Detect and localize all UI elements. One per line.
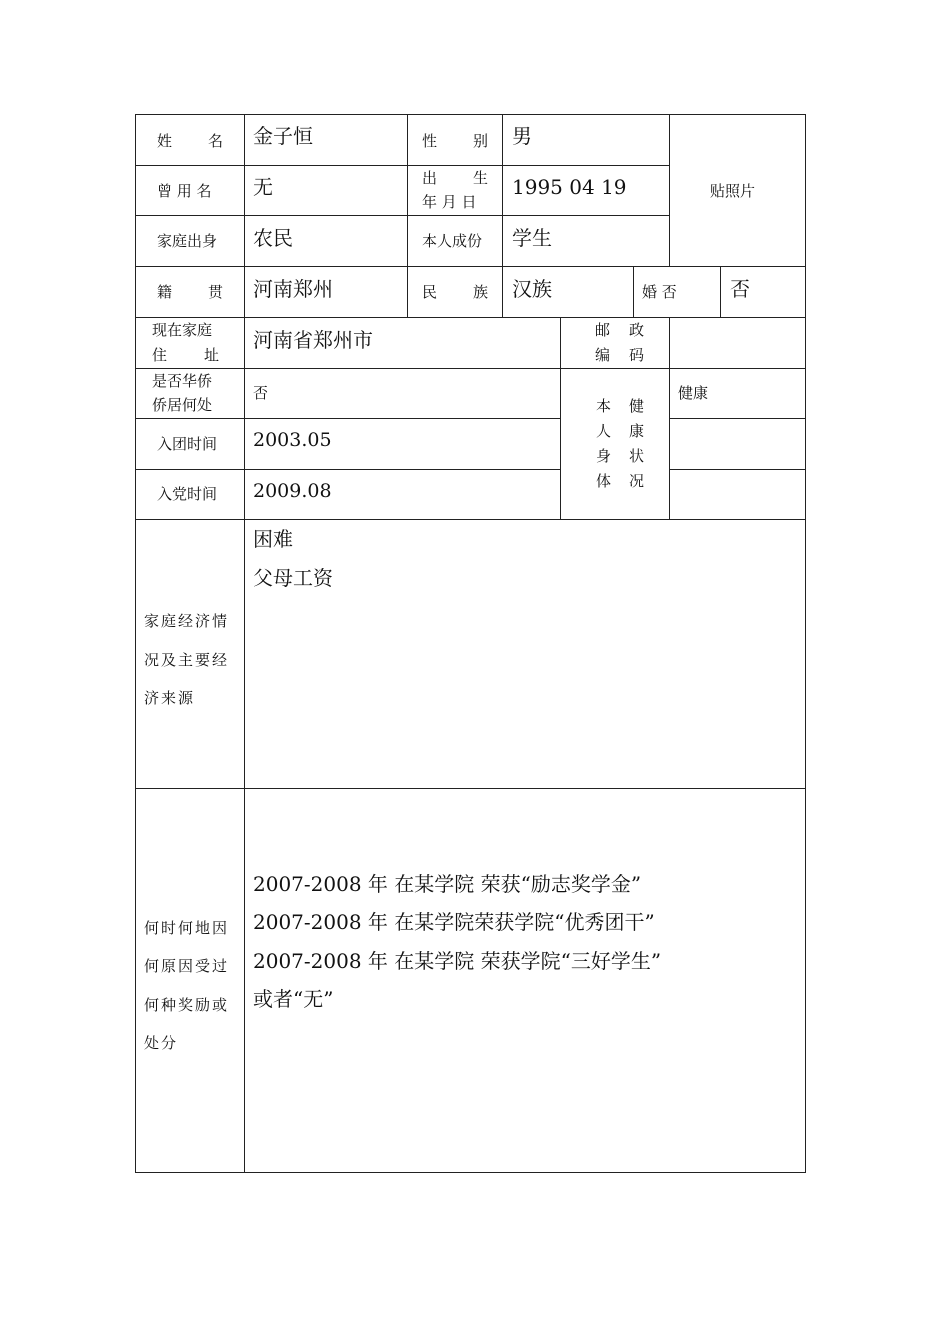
rewards-label-4: 处分 xyxy=(144,1034,179,1052)
col-line-2 xyxy=(407,114,408,318)
family-origin-value: 农民 xyxy=(253,226,293,250)
status-value: 学生 xyxy=(512,226,552,250)
row-line-8 xyxy=(135,519,806,520)
rewards-value-4: 或者“无” xyxy=(253,987,334,1011)
economy-value-1: 困难 xyxy=(253,527,293,551)
former-name-value: 无 xyxy=(253,175,273,199)
health-label-4: 康 xyxy=(629,422,645,440)
col-line-mid-right xyxy=(669,317,670,520)
gender-label-1: 性 xyxy=(422,132,438,150)
address-value: 河南省郑州市 xyxy=(253,328,373,352)
economy-value-2: 父母工资 xyxy=(253,566,333,590)
health-label-6: 状 xyxy=(629,447,645,465)
economy-label-1: 家庭经济情 xyxy=(144,612,230,630)
col-line-married-left xyxy=(633,266,634,318)
health-label-5: 身 xyxy=(596,447,612,465)
row-line-3 xyxy=(135,266,806,267)
address-label-2: 住 xyxy=(152,346,168,364)
border-bottom xyxy=(135,1172,806,1173)
border-right xyxy=(805,114,806,1173)
health-value: 健康 xyxy=(678,384,709,402)
league-date-label: 入团时间 xyxy=(157,435,218,453)
rewards-value-3: 2007-2008 年 在某学院 荣获学院“三好学生” xyxy=(253,949,662,973)
border-left xyxy=(135,114,136,1173)
name-value: 金子恒 xyxy=(253,124,313,148)
overseas-label-2: 侨居何处 xyxy=(152,396,213,414)
row-line-7a xyxy=(135,469,560,470)
col-line-3 xyxy=(502,114,503,318)
native-place-value: 河南郑州 xyxy=(253,277,333,301)
economy-label-3: 济来源 xyxy=(144,689,196,707)
rewards-value-1: 2007-2008 年 在某学院 荣获“励志奖学金” xyxy=(253,872,642,896)
col-line-photo xyxy=(669,114,670,267)
married-value: 否 xyxy=(730,277,750,301)
postal-label-4: 码 xyxy=(629,346,645,364)
rewards-label-3: 何种奖励或 xyxy=(144,996,230,1014)
birth-label-2: 生 xyxy=(473,169,489,187)
health-label-8: 况 xyxy=(629,472,645,490)
row-line-5 xyxy=(135,368,806,369)
health-label-3: 人 xyxy=(596,422,612,440)
birth-label-1: 出 xyxy=(422,169,438,187)
economy-label-2: 况及主要经 xyxy=(144,651,230,669)
health-label-2: 健 xyxy=(629,397,645,415)
row-line-4 xyxy=(135,317,806,318)
overseas-label-1: 是否华侨 xyxy=(152,372,213,390)
rewards-label-2: 何原因受过 xyxy=(144,957,230,975)
health-label-1: 本 xyxy=(596,397,612,415)
party-date-label: 入党时间 xyxy=(157,485,218,503)
birth-value: 1995 04 19 xyxy=(512,175,627,199)
rewards-label-1: 何时何地因 xyxy=(144,919,230,937)
status-label: 本人成份 xyxy=(422,232,483,250)
postal-label-1: 邮 xyxy=(595,321,611,339)
party-date-value: 2009.08 xyxy=(253,480,332,502)
ethnicity-value: 汉族 xyxy=(512,277,552,301)
native-place-label-2: 贯 xyxy=(208,283,224,301)
married-label: 婚 否 xyxy=(642,283,677,301)
birth-label-3: 年 月 日 xyxy=(422,193,477,211)
postal-label-2: 政 xyxy=(629,321,645,339)
col-line-label xyxy=(244,114,245,1173)
family-origin-label: 家庭出身 xyxy=(157,232,218,250)
former-name-label: 曾 用 名 xyxy=(157,182,212,200)
row-line-9 xyxy=(135,788,806,789)
overseas-value: 否 xyxy=(253,384,269,402)
postal-label-3: 编 xyxy=(595,346,611,364)
health-label-7: 体 xyxy=(596,472,612,490)
row-line-6a xyxy=(135,418,560,419)
gender-value: 男 xyxy=(512,124,532,148)
name-label-1: 姓 xyxy=(157,132,173,150)
photo-placeholder: 贴照片 xyxy=(710,182,756,200)
ethnicity-label-2: 族 xyxy=(473,283,489,301)
native-place-label-1: 籍 xyxy=(157,283,173,301)
row-line-1 xyxy=(135,165,669,166)
address-label-1: 现在家庭 xyxy=(152,321,213,339)
address-label-3: 址 xyxy=(204,346,220,364)
row-line-2 xyxy=(135,215,669,216)
border-top xyxy=(135,114,806,115)
col-line-mid-left xyxy=(560,317,561,520)
rewards-value-2: 2007-2008 年 在某学院荣获学院“优秀团干” xyxy=(253,910,655,934)
name-label-2: 名 xyxy=(208,132,224,150)
row-line-7b xyxy=(669,469,806,470)
ethnicity-label-1: 民 xyxy=(422,283,438,301)
col-line-married-right xyxy=(720,266,721,318)
row-line-6b xyxy=(669,418,806,419)
gender-label-2: 别 xyxy=(473,132,489,150)
league-date-value: 2003.05 xyxy=(253,429,332,451)
